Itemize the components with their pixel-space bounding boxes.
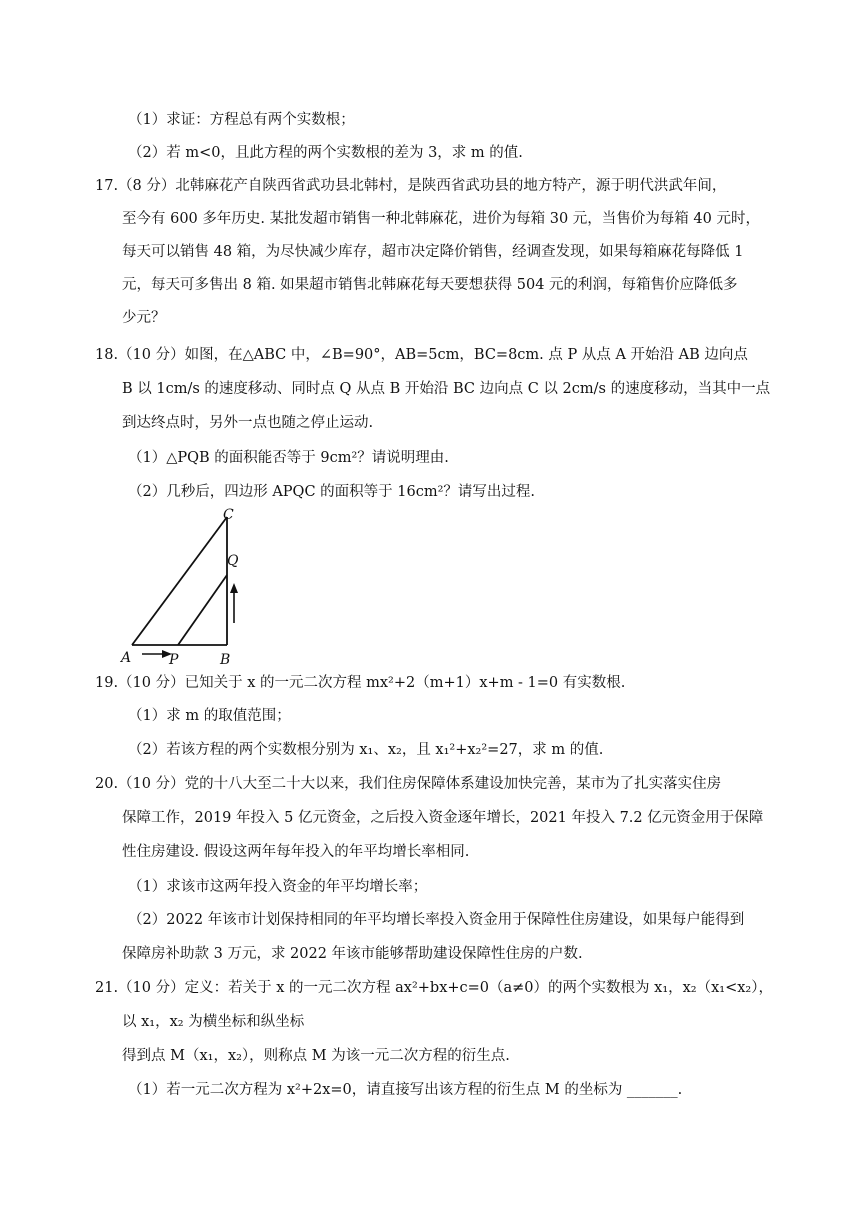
q18-line2: B 以 1cm/s 的速度移动、同时点 Q 从点 B 开始沿 BC 边向点 C 以 2cm/s 的速度移动，当其中一点 [122,381,771,397]
q17-line3: 每天可以销售 48 箱，为尽快减少库存，超市决定降价销售，经调查发现，如果每箱麻花每降低 1 [122,244,744,260]
q18-line3: 到达终点时，另外一点也随之停止运动. [122,415,374,431]
q20-part1: （1）求该市这两年投入资金的年平均增长率； [128,879,428,895]
q21-part1: （1）若一元二次方程为 x²+2x=0，请直接写出该方程的衍生点 M 的坐标为 _______. [128,1082,683,1098]
label-a: A [121,650,132,666]
label-p: P [169,652,179,668]
q20-line3: 性住房建设. 假设这两年每年投入的年平均增长率相同. [122,844,470,860]
triangle-figure [110,505,250,675]
label-b: B [220,652,231,668]
q19-part1: （1）求 m 的取值范围； [128,708,291,724]
q19-part2: （2）若该方程的两个实数根分别为 x₁、x₂，且 x₁²+x₂²=27，求 m 的值. [128,742,604,758]
q17-line4: 元，每天可多售出 8 箱. 如果超市销售北韩麻花每天要想获得 504 元的利润，每箱售价应降低多 [122,277,738,293]
arrow-up-head-icon [230,583,238,593]
q20-part2-line1: （2）2022 年该市计划保持相同的年平均增长率投入资金用于保障性住房建设，如果每户能得到 [128,912,745,928]
q18-line1: 18.（10 分）如图，在△ABC 中，∠B=90°，AB=5cm，BC=8cm. 点 P 从点 A 开始沿 AB 边向点 [95,347,748,363]
q16-part2: （2）若 m<0，且此方程的两个实数根的差为 3，求 m 的值. [128,145,523,161]
q17-line2: 至今有 600 多年历史. 某批发超市销售一种北韩麻花，进价为每箱 30 元，当售价为每箱 40 元时， [122,211,760,227]
segment-ac [132,517,227,645]
q16-part1: （1）求证：方程总有两个实数根； [128,112,355,128]
q20-line2: 保障工作，2019 年投入 5 亿元资金，之后投入资金逐年增长，2021 年投入 7.2 亿元资金用于保障 [122,810,764,826]
q20-part2-line2: 保障房补助款 3 万元，求 2022 年该市能够帮助建设保障性住房的户数. [122,946,583,962]
q18-part1: （1）△PQB 的面积能否等于 9cm²？请说明理由. [128,450,449,466]
q18-part2: （2）几秒后，四边形 APQC 的面积等于 16cm²？请写出过程. [128,484,536,500]
q21-line3: 得到点 M（x₁，x₂），则称点 M 为该一元二次方程的衍生点. [122,1048,510,1064]
label-q: Q [227,553,239,569]
q17-line1: 17.（8 分）北韩麻花产自陕西省武功县北韩村，是陕西省武功县的地方特产，源于明代洪武年间， [95,178,727,194]
q19-line1: 19.（10 分）已知关于 x 的一元二次方程 mx²+2（m+1）x+m - 1=0 有实数根. [95,675,626,691]
q21-line1: 21.（10 分）定义：若关于 x 的一元二次方程 ax²+bx+c=0（a≠0）的两个实数根为 x₁，x₂（x₁<x₂）， [95,980,773,996]
q21-line2: 以 x₁，x₂ 为横坐标和纵坐标 [122,1014,305,1030]
q20-line1: 20.（10 分）党的十八大至二十大以来，我们住房保障体系建设加快完善，某市为了扎实落实住房 [95,776,722,792]
segment-pq [178,575,227,645]
label-c: C [223,507,234,523]
q17-line5: 少元？ [122,310,166,326]
